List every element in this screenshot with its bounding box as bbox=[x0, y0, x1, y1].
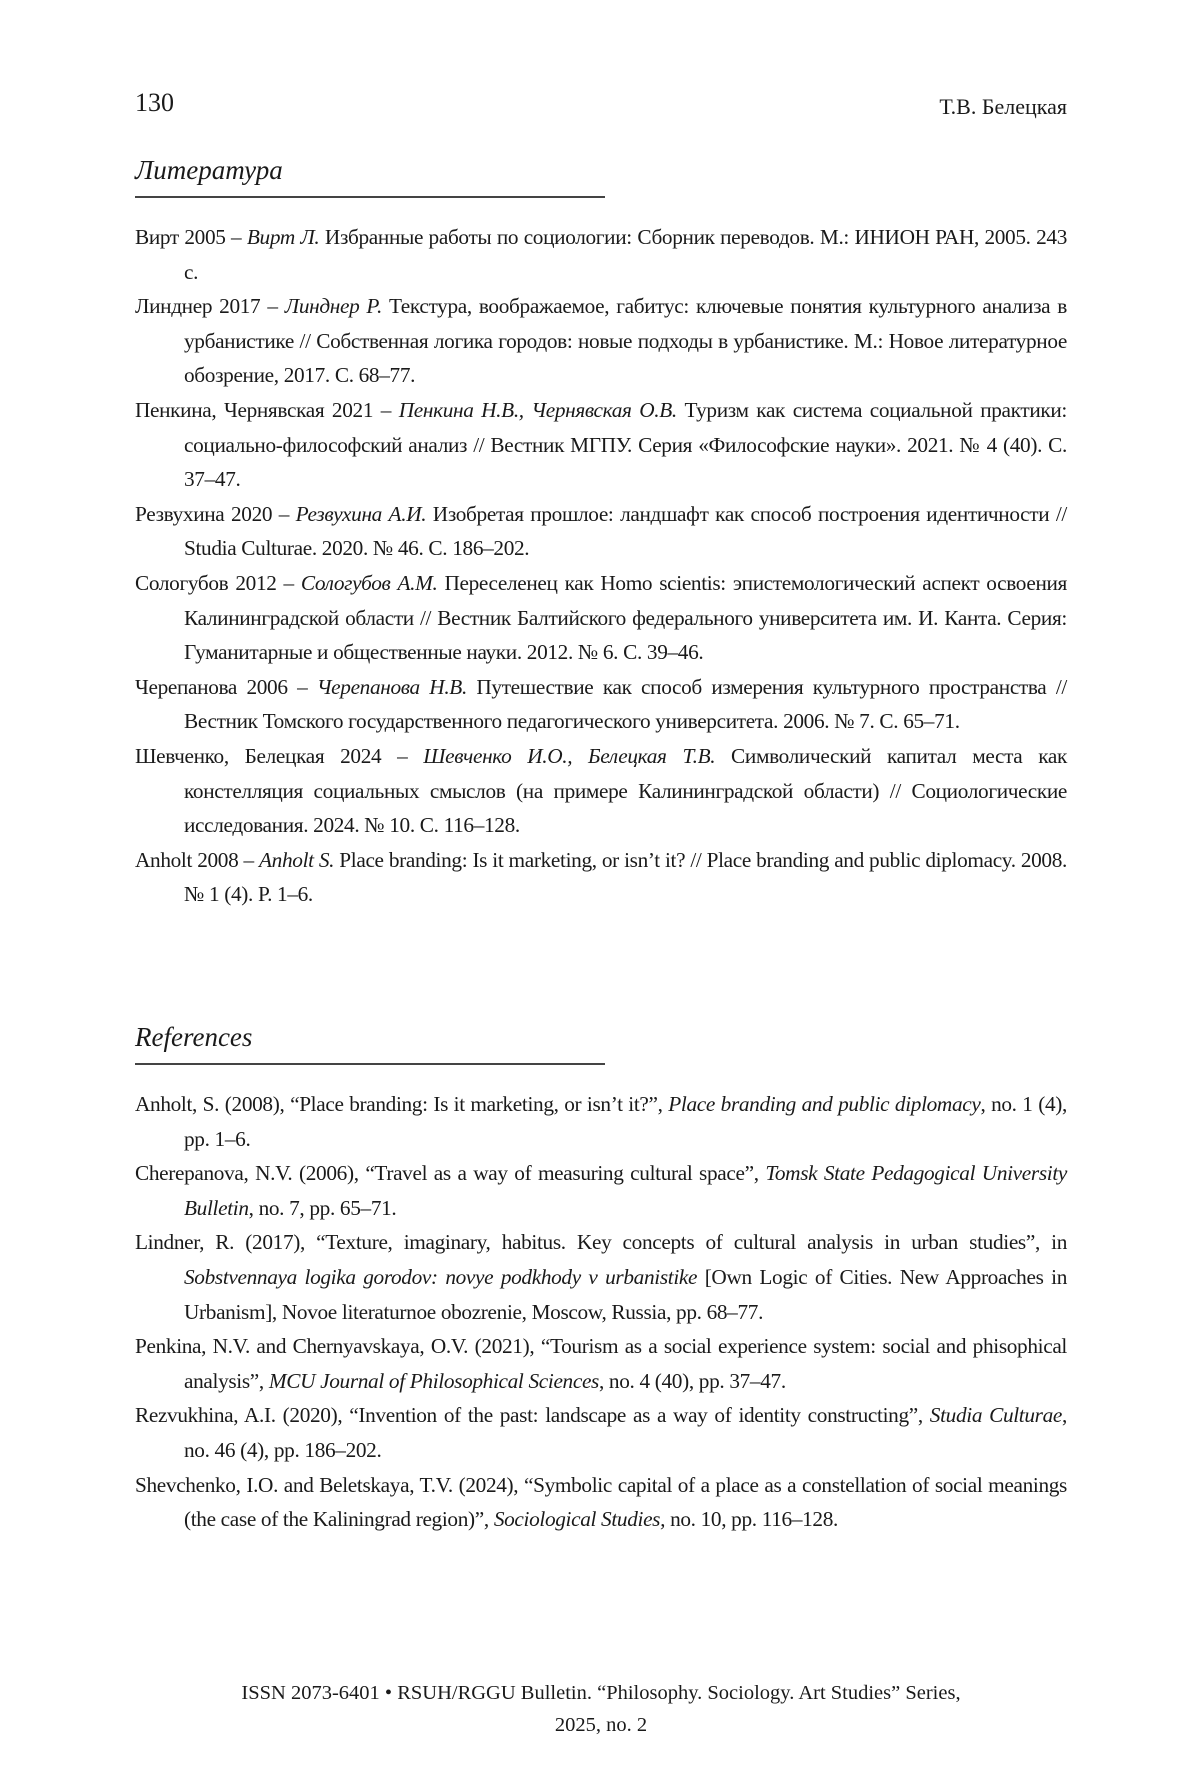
entry-post: Избранные работы по социологии: Сборник переводов. М.: ИНИОН РАН, 2005. 243 с. bbox=[184, 225, 1067, 284]
bibliography-entry bbox=[135, 289, 1067, 393]
entry-it: Place branding and public diplomacy bbox=[668, 1092, 981, 1116]
entry-pre: Вирт 2005 – bbox=[135, 225, 247, 249]
entry-pre: Lindner, R. (2017), “Texture, imaginary, habitus. Key concepts of cultural analysis in urban studies”, in bbox=[135, 1230, 1067, 1255]
entry-pre: Линднер 2017 – bbox=[135, 294, 285, 319]
entry-post: , no. 4 (40), pp. 37–47. bbox=[598, 1368, 786, 1393]
entry-it: Резвухина А.И. bbox=[295, 501, 427, 526]
entry-post: Текстура, воображаемое, габитус: ключевые понятия культурного анализа в урбанистике // Собственная логика городов: новые подходы в урбанистике. М.: Новое литературное обозрение, 2017. С. 68–77. bbox=[184, 294, 1067, 388]
entry-pre: Резвухина 2020 – bbox=[135, 501, 296, 526]
entry-post: no. 10, pp. 116–128. bbox=[665, 1507, 838, 1532]
entry-it: Сологубов А.М. bbox=[300, 570, 438, 595]
literatura-list bbox=[135, 220, 1067, 912]
entry-pre: Penkina, N.V. and Chernyavskaya, O.V. (2021), “Tourism as a social experience system: social and phisophical analysis”, bbox=[135, 1334, 1067, 1393]
references-heading: References bbox=[135, 1022, 253, 1052]
bibliography-entry bbox=[135, 1468, 1067, 1537]
entry-it: Шевченко И.О., Белецкая Т.В. bbox=[423, 743, 716, 768]
entry-post: [Own Logic of Cities. New Approaches in Urbanism], Novoe literaturnoe obozrenie, Moscow, Russia, pp. 68–77. bbox=[184, 1264, 1067, 1324]
bibliography-entry bbox=[135, 1398, 1067, 1467]
entry-it: Вирт Л. bbox=[246, 225, 320, 249]
running-header-author: Т.В. Белецкая bbox=[939, 94, 1067, 119]
entry-it: MCU Journal of Philosophical Sciences bbox=[268, 1368, 599, 1393]
entry-post: Туризм как система социальной практики: социально-философский анализ // Вестник МГПУ. Серия «Философские науки». 2021. № 4 (40). С. 37–47. bbox=[184, 397, 1067, 492]
entry-it: Черепанова Н.В. bbox=[316, 674, 467, 699]
references-rule bbox=[135, 1063, 605, 1065]
bibliography-entry bbox=[135, 843, 1067, 912]
entry-it: Sociological Studies, bbox=[493, 1507, 666, 1532]
references-list bbox=[135, 1087, 1067, 1537]
bibliography-entry bbox=[135, 566, 1067, 670]
entry-pre: Anholt 2008 – bbox=[135, 847, 260, 872]
page-number: 130 bbox=[135, 88, 174, 117]
bibliography-entry bbox=[135, 220, 1067, 289]
entry-pre: Шевченко, Белецкая 2024 – bbox=[135, 743, 424, 768]
bibliography-entry bbox=[135, 1156, 1067, 1225]
entry-pre: Anholt, S. (2008), “Place branding: Is it marketing, or isn’t it?”, bbox=[135, 1092, 669, 1116]
bibliography-entry bbox=[135, 497, 1067, 566]
entry-post: Изобретая прошлое: ландшафт как способ построения идентичности // Studia Culturae. 2020. № 46. С. 186–202. bbox=[184, 501, 1067, 561]
entry-pre: Rezvukhina, A.I. (2020), “Invention of the past: landscape as a way of identity constructing”, bbox=[135, 1403, 930, 1428]
entry-pre: Shevchenko, I.O. and Beletskaya, T.V. (2024), “Symbolic capital of a place as a constellation of social meanings (the case of the Kaliningrad region)”, bbox=[135, 1472, 1067, 1532]
literatura-rule bbox=[135, 196, 605, 198]
entry-it: Anholt S. bbox=[259, 847, 335, 872]
literatura-heading: Литература bbox=[135, 155, 283, 185]
bibliography-entry bbox=[135, 739, 1067, 843]
entry-pre: Cherepanova, N.V. (2006), “Travel as a way of measuring cultural space”, bbox=[135, 1161, 766, 1186]
bibliography-entry bbox=[135, 393, 1067, 497]
entry-it: Sobstvennaya logika gorodov: novye podkhody v urbanistike bbox=[184, 1264, 698, 1289]
footer-line-2: 2025, no. 2 bbox=[554, 1714, 648, 1736]
entry-it: Tomsk State Pedagogical University Bulletin bbox=[184, 1161, 1067, 1220]
entry-post: Переселенец как Homo scientis: эпистемологический аспект освоения Калининградской области // Вестник Балтийского федерального университета им. И. Канта. Серия: Гуманитарные и общественные науки. 2012. № 6. С. 39–46. bbox=[184, 570, 1067, 665]
footer-line-1: ISSN 2073-6401 • RSUH/RGGU Bulletin. “Philosophy. Sociology. Art Studies” Series, bbox=[241, 1682, 961, 1704]
bibliography-entry bbox=[135, 1225, 1067, 1329]
entry-pre: Сологубов 2012 – bbox=[135, 570, 301, 595]
entry-post: Place branding: Is it marketing, or isn’t it? // Place branding and public diplomacy. 2008. № 1 (4). P. 1–6. bbox=[184, 847, 1068, 907]
entry-post: , no. 1 (4), pp. 1–6. bbox=[184, 1092, 1068, 1151]
bibliography-entry bbox=[135, 670, 1067, 739]
entry-pre: Черепанова 2006 – bbox=[135, 674, 317, 699]
entry-pre: Пенкина, Чернявская 2021 – bbox=[135, 397, 399, 422]
entry-it: Studia Culturae bbox=[929, 1403, 1063, 1428]
entry-it: Линднер Р. bbox=[284, 294, 382, 319]
footer bbox=[135, 1677, 1067, 1741]
entry-post: , no. 7, pp. 65–71. bbox=[248, 1195, 397, 1220]
bibliography-entry bbox=[135, 1329, 1067, 1398]
entry-post: , no. 46 (4), pp. 186–202. bbox=[184, 1403, 1067, 1462]
entry-post: Путешествие как способ измерения культурного пространства // Вестник Томского государственного педагогического университета. 2006. № 7. С. 65–71. bbox=[184, 674, 1067, 734]
entry-it: Пенкина Н.В., Чернявская О.В. bbox=[398, 397, 677, 422]
bibliography-entry bbox=[135, 1087, 1067, 1156]
entry-post: Символический капитал места как констелляция социальных смыслов (на примере Калининградской области) // Социологические исследования. 2024. № 10. С. 116–128. bbox=[184, 743, 1067, 838]
